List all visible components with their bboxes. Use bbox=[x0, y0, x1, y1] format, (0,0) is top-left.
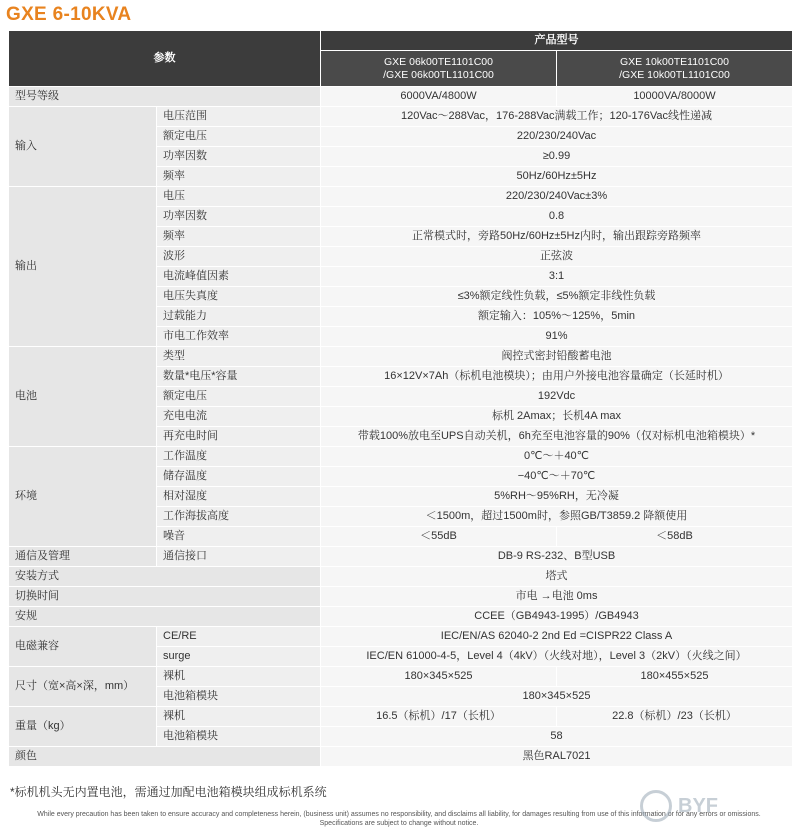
emc-surge-value: IEC/EN 61000-4-5，Level 4（4kV）（火线对地），Level 3（2kV）（火线之间） bbox=[321, 647, 793, 667]
weight-bare-b: 22.8（标机）/23（长机） bbox=[557, 707, 793, 727]
input-freq-label: 频率 bbox=[157, 167, 321, 187]
color-label: 颜色 bbox=[9, 747, 321, 767]
env-op-temp-value: 0℃～＋40℃ bbox=[321, 447, 793, 467]
input-range-value: 120Vac～288Vac，176-288Vac满载工作；120-176Vac线性递减 bbox=[321, 107, 793, 127]
input-rated-value: 220/230/240Vac bbox=[321, 127, 793, 147]
battery-recharge-label: 再充电时间 bbox=[157, 427, 321, 447]
output-eff-label: 市电工作效率 bbox=[157, 327, 321, 347]
grade-label: 型号等级 bbox=[9, 87, 321, 107]
env-noise-b: ＜58dB bbox=[557, 527, 793, 547]
env-label: 环境 bbox=[9, 447, 157, 547]
input-pf-value: ≥0.99 bbox=[321, 147, 793, 167]
input-freq-value: 50Hz/60Hz±5Hz bbox=[321, 167, 793, 187]
battery-qty-label: 数量*电压*容量 bbox=[157, 367, 321, 387]
env-st-temp-value: −40℃～＋70℃ bbox=[321, 467, 793, 487]
env-altitude-value: ＜1500m，超过1500m时，参照GB/T3859.2 降额使用 bbox=[321, 507, 793, 527]
size-bare-a: 180×345×525 bbox=[321, 667, 557, 687]
switch-label: 切换时间 bbox=[9, 587, 321, 607]
output-crest-label: 电流峰值因素 bbox=[157, 267, 321, 287]
input-label: 输入 bbox=[9, 107, 157, 187]
env-altitude-label: 工作海拔高度 bbox=[157, 507, 321, 527]
model-b-line2: /GXE 10k00TL1101C00 bbox=[619, 68, 730, 81]
battery-rated-value: 192Vdc bbox=[321, 387, 793, 407]
header-model-a bbox=[321, 51, 557, 87]
output-wave-value: 正弦波 bbox=[321, 247, 793, 267]
output-eff-value: 91% bbox=[321, 327, 793, 347]
env-humidity-label: 相对湿度 bbox=[157, 487, 321, 507]
output-thd-value: ≤3%额定线性负载，≤5%额定非线性负载 bbox=[321, 287, 793, 307]
emc-cere-value: IEC/EN/AS 62040-2 2nd Ed =CISPR22 Class A bbox=[321, 627, 793, 647]
emc-surge-label: surge bbox=[157, 647, 321, 667]
output-pf-label: 功率因数 bbox=[157, 207, 321, 227]
output-voltage-value: 220/230/240Vac±3% bbox=[321, 187, 793, 207]
size-box-value: 180×345×525 bbox=[321, 687, 793, 707]
footnote: *标机机头无内置电池，需通过加配电池箱模块组成标机系统 bbox=[10, 785, 327, 799]
safety-label: 安规 bbox=[9, 607, 321, 627]
output-pf-value: 0.8 bbox=[321, 207, 793, 227]
model-b-line1: GXE 10k00TE1101C00 bbox=[620, 55, 729, 68]
switch-value: 市电 →电池 0ms bbox=[321, 587, 793, 607]
env-st-temp-label: 储存温度 bbox=[157, 467, 321, 487]
output-crest-value: 3:1 bbox=[321, 267, 793, 287]
weight-bare-label: 裸机 bbox=[157, 707, 321, 727]
size-bare-b: 180×455×525 bbox=[557, 667, 793, 687]
safety-value: CCEE（GB4943-1995）/GB4943 bbox=[321, 607, 793, 627]
header-param: 参数 bbox=[9, 31, 321, 87]
output-label: 输出 bbox=[9, 187, 157, 347]
env-op-temp-label: 工作温度 bbox=[157, 447, 321, 467]
output-wave-label: 波形 bbox=[157, 247, 321, 267]
battery-charge-value: 标机 2Amax；长机4A max bbox=[321, 407, 793, 427]
watermark bbox=[640, 784, 790, 828]
emc-cere-label: CE/RE bbox=[157, 627, 321, 647]
install-label: 安装方式 bbox=[9, 567, 321, 587]
battery-qty-value: 16×12V×7Ah（标机电池模块）；由用户外接电池容量确定（长延时机） bbox=[321, 367, 793, 387]
emc-label: 电磁兼容 bbox=[9, 627, 157, 667]
size-box-label: 电池箱模块 bbox=[157, 687, 321, 707]
output-freq-label: 频率 bbox=[157, 227, 321, 247]
battery-recharge-value: 带载100%放电至UPS自动关机，6h充至电池容量的90%（仅对标机电池箱模块）* bbox=[321, 427, 793, 447]
env-noise-a: ＜55dB bbox=[321, 527, 557, 547]
battery-rated-label: 额定电压 bbox=[157, 387, 321, 407]
battery-charge-label: 充电电流 bbox=[157, 407, 321, 427]
model-a-line1: GXE 06k00TE1101C00 bbox=[384, 55, 493, 68]
comm-value: DB-9 RS-232、B型USB bbox=[321, 547, 793, 567]
battery-label: 电池 bbox=[9, 347, 157, 447]
comm-sub-label: 通信接口 bbox=[157, 547, 321, 567]
output-overload-label: 过载能力 bbox=[157, 307, 321, 327]
disclaimer-line2: Specifications are subject to change without notice. bbox=[319, 820, 479, 827]
output-thd-label: 电压失真度 bbox=[157, 287, 321, 307]
grade-a: 6000VA/4800W bbox=[321, 87, 557, 107]
install-value: 塔式 bbox=[321, 567, 793, 587]
input-range-label: 电压范围 bbox=[157, 107, 321, 127]
watermark-text: BYF bbox=[678, 794, 718, 817]
model-a-line2: /GXE 06k00TL1101C00 bbox=[383, 68, 494, 81]
output-freq-value: 正常模式时，旁路50Hz/60Hz±5Hz内时，输出跟踪旁路频率 bbox=[321, 227, 793, 247]
env-humidity-value: 5%RH～95%RH，无冷凝 bbox=[321, 487, 793, 507]
spec-table bbox=[8, 30, 793, 767]
output-overload-value: 额定输入：105%～125%，5min bbox=[321, 307, 793, 327]
color-value: 黑色RAL7021 bbox=[321, 747, 793, 767]
disclaimer-line1: While every precaution has been taken to ensure accuracy and completeness herein, (business unit) assumes no responsibility, and disclaims all liability, for damages resulting from use of this information or for any errors or omissions. bbox=[37, 811, 761, 818]
page-title: GXE 6-10KVA bbox=[6, 4, 132, 25]
size-bare-label: 裸机 bbox=[157, 667, 321, 687]
input-pf-label: 功率因数 bbox=[157, 147, 321, 167]
size-label: 尺寸（宽×高×深，mm） bbox=[9, 667, 157, 707]
weight-bare-a: 16.5（标机）/17（长机） bbox=[321, 707, 557, 727]
env-noise-label: 噪音 bbox=[157, 527, 321, 547]
output-voltage-label: 电压 bbox=[157, 187, 321, 207]
weight-label: 重量（kg） bbox=[9, 707, 157, 747]
battery-type-label: 类型 bbox=[157, 347, 321, 367]
watermark-logo-icon bbox=[640, 790, 672, 822]
battery-type-value: 阀控式密封铅酸蓄电池 bbox=[321, 347, 793, 367]
comm-label: 通信及管理 bbox=[9, 547, 157, 567]
weight-box-label: 电池箱模块 bbox=[157, 727, 321, 747]
input-rated-label: 额定电压 bbox=[157, 127, 321, 147]
grade-b: 10000VA/8000W bbox=[557, 87, 793, 107]
header-model-b bbox=[557, 51, 793, 87]
header-product-model: 产品型号 bbox=[321, 31, 793, 51]
weight-box-value: 58 bbox=[321, 727, 793, 747]
